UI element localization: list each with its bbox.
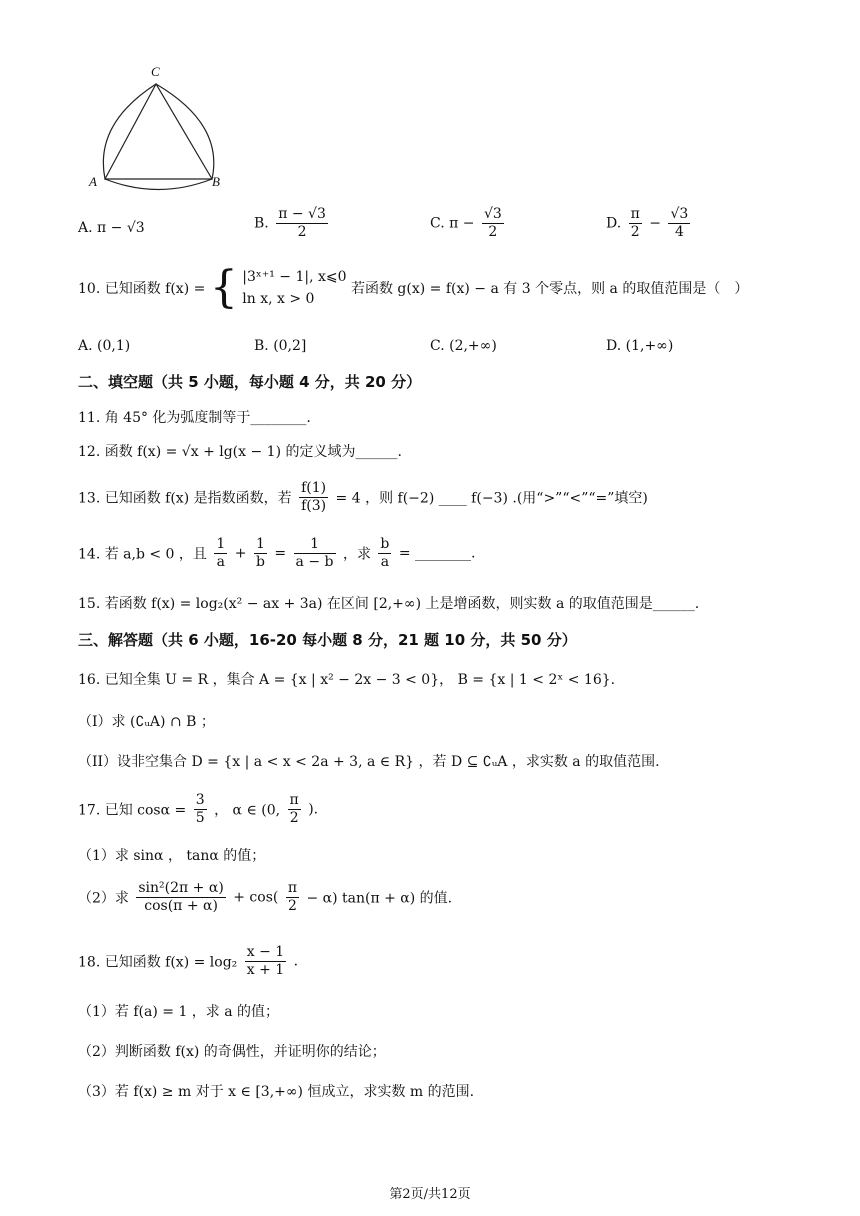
question-11: 11. 角 45° 化为弧度制等于________. — [78, 410, 311, 426]
question-12: 12. 函数 f(x) = √x + lg(x − 1) 的定义域为______. — [78, 444, 402, 460]
q9-option-b: B. $\frac{\pi - √3}{2}$ — [254, 206, 326, 240]
question-17-stem: 17. 已知 cosα = $\frac{3}{5}$ ， α ∈ (0, $\frac{\pi}{2}$ ). — [78, 792, 319, 826]
q10-option-b: B. (0,2] — [254, 338, 307, 354]
q10-option-a: A. (0,1) — [78, 338, 131, 354]
question-17-part-1: （1）求 sinα ， tanα 的值； — [78, 848, 266, 864]
question-15: 15. 若函数 f(x) = log₂(x² − ax + 3a) 在区间 [2,+∞) 上是增函数，则实数 a 的取值范围是______. — [78, 596, 700, 612]
q9-option-d: D. $\frac{\pi}{2}$ − $\frac{√3}{4}$ — [606, 206, 689, 240]
question-16-stem: 16. 已知全集 U = R ，集合 A = {x | x² − 2x − 3 < 0}， B = {x | 1 < 2ˣ < 16}. — [78, 672, 616, 688]
question-16-part-1: （I）求 (∁ᵤA) ∩ B ； — [78, 714, 215, 730]
question-10: 10. 已知函数 f(x) = { |3ˣ⁺¹ − 1|, x⩽0 ln x, x > 0 若函数 g(x) = f(x) − a 有 3 个零点，则 a 的取值范围是（ ） — [78, 262, 749, 313]
question-18-part-3: （3）若 f(x) ≥ m 对于 x ∈ [3,+∞) 恒成立，求实数 m 的范围. — [78, 1084, 475, 1100]
question-18-part-1: （1）若 f(a) = 1 ，求 a 的值； — [78, 1004, 280, 1020]
question-13: 13. 已知函数 f(x) 是指数函数，若 $\frac{f(1)}{f(3)}$ = 4 ，则 f(−2) ____ f(−3) .(用“>”“<”“=”填空) — [78, 480, 648, 514]
triangle-figure — [84, 62, 234, 192]
vertex-label-b: B — [212, 174, 220, 189]
vertex-label-c: C — [151, 64, 160, 79]
section-heading-solutions: 三、解答题（共 6 小题，16-20 每小题 8 分，21 题 10 分，共 50 分） — [78, 631, 577, 649]
question-18-part-2: （2）判断函数 f(x) 的奇偶性，并证明你的结论； — [78, 1044, 386, 1060]
page-footer: 第2页/共12页 — [389, 1187, 471, 1202]
q9-option-a: A. π − √3 — [78, 220, 145, 236]
section-heading-fill-in: 二、填空题（共 5 小题，每小题 4 分，共 20 分） — [78, 373, 422, 391]
q9-option-c: C. π − $\frac{√3}{2}$ — [430, 206, 502, 240]
question-14: 14. 若 a,b < 0 ，且 $\frac{1}{a}$ + $\frac{1}{b}$ = $\frac{1}{a - b}$ ，求 $\frac{b}{a}$ = ________. — [78, 536, 476, 570]
q10-option-d: D. (1,+∞) — [606, 338, 674, 354]
question-17-part-2: （2）求 $\frac{\text{sin²(2π + α)}}{\cos(\pi + \alpha)}$ + cos( $\frac{\pi}{2}$ − α) tan(π + α) 的值. — [78, 880, 453, 914]
vertex-label-a: A — [89, 174, 97, 189]
q10-option-c: C. (2,+∞) — [430, 338, 497, 354]
question-16-part-2: （II）设非空集合 D = {x | a < x < 2a + 3, a ∈ R} ，若 D ⊆ ∁ᵤA ，求实数 a 的取值范围. — [78, 754, 660, 770]
question-18-stem: 18. 已知函数 f(x) = log₂ $\frac{x - 1}{x + 1}$ . — [78, 944, 299, 978]
